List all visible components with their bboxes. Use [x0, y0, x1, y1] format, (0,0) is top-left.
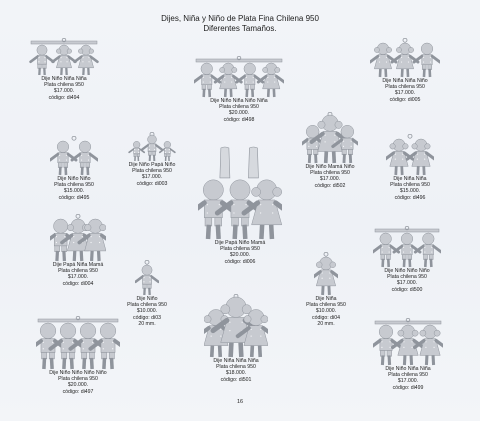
item-code: código: di03	[133, 314, 161, 321]
girl-figure	[370, 43, 396, 77]
item-name: Dije Papá Niña Mamá	[52, 262, 104, 268]
item-material: Plata chilena 950	[127, 302, 167, 309]
pendant-image	[386, 134, 434, 176]
title-line-1: Dijes, Niña y Niño de Plata Fina Chilena 950	[161, 14, 319, 23]
pendant-image	[194, 56, 284, 98]
item-code: código: di495	[58, 194, 90, 201]
item-material: Plata chilena 950	[132, 168, 172, 175]
girl-figure	[53, 45, 76, 75]
pendant-image	[29, 38, 99, 76]
item-caption	[350, 78, 460, 103]
catalog-item	[184, 56, 294, 123]
pendant-image	[50, 214, 106, 262]
catalog-item	[290, 112, 370, 189]
item-price: $10.000.	[136, 308, 158, 315]
item-code: código: di004	[62, 280, 94, 287]
item-material: Plata chilena 950	[388, 372, 428, 379]
item-caption	[38, 176, 110, 201]
item-code: código: di003	[136, 180, 168, 187]
girl-figure	[415, 325, 443, 365]
boy-figure	[136, 265, 159, 295]
item-price: $17.000.	[67, 274, 89, 281]
item-code: código: di005	[389, 96, 421, 103]
item-caption	[290, 164, 370, 189]
item-caption	[190, 358, 282, 383]
pendant-image	[204, 294, 268, 358]
item-material: Plata chilena 950	[58, 268, 98, 275]
pendant-image	[36, 316, 120, 370]
page-title	[0, 14, 480, 34]
girl-figure	[75, 45, 98, 75]
item-material: Plata chilena 950	[219, 104, 259, 111]
item-material: Plata chilena 950	[390, 182, 430, 189]
pendant-image	[198, 146, 282, 240]
item-price: $20.000.	[67, 382, 89, 389]
item-price: $17.000.	[319, 176, 341, 183]
item-price: $17.000.	[141, 174, 163, 181]
catalog-item	[114, 132, 190, 187]
pendant-image	[373, 318, 443, 366]
boy-figure	[142, 135, 162, 161]
item-price: $15.000.	[63, 188, 85, 195]
item-caption	[12, 76, 116, 101]
item-caption	[362, 268, 452, 293]
item-material: Plata chilena 950	[54, 182, 94, 189]
boy-figure	[160, 141, 175, 161]
item-name: Dije Niño Niño Niño	[384, 268, 430, 274]
item-code: código: di500	[391, 286, 423, 293]
item-price: $17.000.	[394, 90, 416, 97]
item-price: $17.000.	[397, 378, 419, 385]
item-name: Dije Niño Niño	[57, 176, 91, 182]
boy-figure	[414, 43, 440, 77]
item-caption	[300, 296, 352, 327]
item-code: código: di501	[220, 376, 252, 383]
boy-figure	[31, 45, 54, 75]
boy-figure	[333, 125, 358, 163]
item-code: código: di494	[48, 94, 80, 101]
item-caption	[190, 240, 290, 265]
item-code: código: di04	[312, 314, 340, 321]
item-code: código: di499	[392, 384, 424, 391]
item-material: Plata chilena 950	[220, 246, 260, 253]
item-name: Dije Niña Niña Niña	[213, 358, 259, 364]
item-material: Plata chilena 950	[310, 170, 350, 177]
item-code: código: di497	[62, 388, 94, 395]
girl-figure	[392, 43, 418, 77]
item-caption	[360, 366, 456, 391]
item-caption	[372, 176, 448, 201]
boy-figure	[129, 141, 144, 161]
pendant-image	[50, 136, 98, 176]
item-caption	[28, 370, 128, 395]
page-number: 16	[236, 399, 244, 405]
item-price: $17.000.	[53, 88, 75, 95]
item-name: Dije Niño Niña Niño Niña	[210, 98, 268, 104]
item-price: $20.000.	[229, 252, 251, 259]
item-caption	[114, 162, 190, 187]
title-line-2: Diferentes Tamaños.	[203, 24, 277, 33]
item-caption	[122, 296, 172, 327]
item-caption	[36, 262, 120, 287]
girl-figure	[407, 139, 434, 175]
catalog-item	[350, 38, 460, 103]
item-price: $17.000.	[396, 280, 418, 287]
item-price: $15.000.	[399, 188, 421, 195]
item-name: Dije Niño	[136, 296, 158, 302]
item-size: 20 mm.	[138, 320, 156, 327]
pendant-image	[314, 252, 338, 296]
catalog-item	[28, 316, 128, 395]
catalog-item	[300, 252, 352, 327]
item-price: $10.000.	[315, 308, 337, 315]
catalog-item	[12, 38, 116, 101]
item-code: código: di496	[394, 194, 426, 201]
pendant-image	[127, 132, 177, 162]
catalog-item	[190, 146, 290, 265]
item-name: Dije Niña Niña	[393, 176, 427, 182]
girl-figure	[258, 63, 284, 97]
item-material: Plata chilena 950	[306, 302, 346, 309]
item-name: Dije Niño Niño Niño Niño	[49, 370, 107, 376]
item-material: Plata chilena 950	[58, 376, 98, 383]
item-caption	[184, 98, 294, 123]
item-material: Plata chilena 950	[44, 82, 84, 89]
catalog-item	[122, 260, 172, 327]
catalog-item	[38, 136, 110, 201]
item-price: $18.000.	[225, 370, 247, 377]
girl-figure	[314, 257, 338, 295]
item-name: Dije Niña Niña Niño	[382, 78, 428, 84]
item-name: Dije Papá Niño Mamá	[214, 240, 266, 246]
item-material: Plata chilena 950	[387, 274, 427, 281]
item-code: código: di498	[223, 116, 255, 123]
catalog-item	[372, 134, 448, 201]
item-material: Plata chilena 950	[216, 364, 256, 371]
item-size: 20 mm.	[317, 320, 335, 327]
item-price: $20.000.	[228, 110, 250, 117]
catalog-item	[360, 318, 456, 391]
boy-figure	[72, 141, 98, 175]
item-name: Dije Niño Mamá Niño	[305, 164, 355, 170]
boy-figure	[50, 141, 76, 175]
pendant-image	[135, 260, 159, 296]
boy-figure	[415, 233, 441, 267]
item-name: Dije Niña	[315, 296, 337, 302]
catalog-item	[36, 214, 120, 287]
item-code: código: di502	[314, 182, 346, 189]
item-name: Dije Niño Niña Niña	[385, 366, 431, 372]
item-code: código: di006	[224, 258, 256, 265]
item-name: Dije Niño Niña Niña	[41, 76, 87, 82]
item-name: Dije Niño Papá Niño	[128, 162, 176, 168]
catalog-item	[190, 294, 282, 383]
item-material: Plata chilena 950	[385, 84, 425, 91]
catalog-item	[362, 226, 452, 293]
pendant-image	[373, 226, 441, 268]
pendant-image	[302, 112, 358, 164]
pendant-image	[370, 38, 440, 78]
